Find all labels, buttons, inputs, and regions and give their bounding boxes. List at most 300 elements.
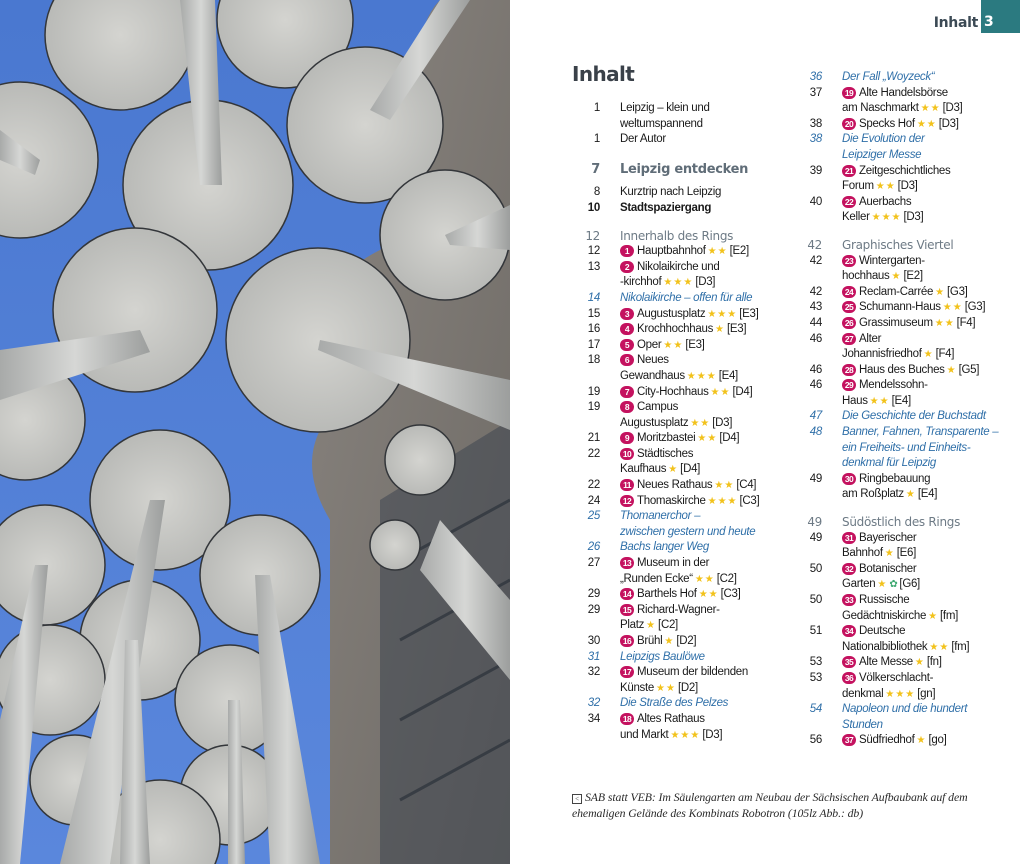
toc-entry[interactable] [572, 665, 792, 681]
toc-entry[interactable] [794, 101, 1014, 117]
map-grid-reference: [C2] [658, 619, 678, 632]
toc-page-number: 29 [587, 603, 600, 616]
toc-entry[interactable] [572, 353, 792, 369]
star-rating-icon: ★★ [714, 480, 735, 492]
toc-page [510, 0, 1020, 864]
toc-entry[interactable] [794, 148, 1014, 164]
map-grid-reference: [D3] [695, 276, 716, 289]
toc-entry[interactable] [794, 593, 1014, 609]
toc-entry-text [842, 671, 1014, 687]
toc-entry-text [620, 260, 792, 276]
toc-entry[interactable] [572, 416, 792, 432]
entry-title: Kaufhaus [620, 463, 667, 476]
toc-page-number: 19 [587, 401, 600, 414]
toc-entry-text [842, 101, 1014, 117]
map-grid-reference: [D3] [942, 102, 963, 115]
toc-page-number [794, 269, 822, 285]
toc-page-number: 31 [587, 650, 600, 663]
page-title: Inhalt [572, 62, 635, 86]
entry-title: Museum der bildenden [637, 666, 748, 679]
map-grid-reference: [G5] [958, 363, 980, 376]
entry-title: Bayerischer [859, 531, 917, 544]
toc-page-number: 40 [809, 195, 822, 208]
toc-entry[interactable] [794, 70, 1014, 86]
entry-title: Botanischer [859, 562, 917, 575]
entry-title: Südfriedhof [859, 734, 915, 747]
toc-entry[interactable] [794, 117, 1014, 133]
entry-title: Nikolaikirche – offen für alle [620, 291, 753, 304]
toc-page-number [572, 681, 600, 697]
toc-entry-text [842, 363, 1014, 379]
toc-entry[interactable] [794, 671, 1014, 687]
entry-title: Bachs langer Weg [620, 541, 709, 554]
toc-page-number: 53 [809, 671, 822, 684]
entry-title: Leipziger Messe [842, 148, 922, 161]
toc-entry-text [842, 164, 1014, 180]
toc-entry-text [842, 285, 1014, 301]
toc-entry[interactable] [572, 650, 792, 666]
toc-entry[interactable] [794, 86, 1014, 102]
toc-page-number [794, 441, 822, 457]
entry-title: am Naschmarkt [842, 102, 919, 115]
entry-title: Der Fall „Woyzeck“ [842, 71, 935, 83]
toc-entry[interactable] [572, 291, 792, 307]
entry-title: Augustusplatz [620, 416, 689, 429]
toc-page-number [794, 148, 822, 164]
poi-number-badge: 29 [842, 379, 856, 391]
entry-title: Auerbachs [859, 195, 912, 208]
toc-entry[interactable] [572, 728, 792, 744]
entry-title: Deutsche [859, 625, 906, 638]
toc-entry[interactable] [572, 400, 792, 416]
toc-entry[interactable] [794, 394, 1014, 410]
entry-title: Zeitgeschichtliches [859, 164, 951, 177]
map-grid-reference: [fn] [926, 656, 942, 669]
toc-entry[interactable] [794, 132, 1014, 148]
entry-title: Graphisches Viertel [842, 237, 954, 252]
toc-page-number: 48 [809, 426, 822, 439]
entry-title: Gewandhaus [620, 369, 685, 382]
map-grid-reference: [F4] [935, 348, 955, 361]
toc-entry-text [842, 394, 1014, 410]
toc-entry-text [620, 681, 792, 697]
toc-entry-text [620, 603, 792, 619]
toc-entry[interactable] [794, 300, 1014, 316]
map-grid-reference: [fm] [940, 609, 958, 622]
map-grid-reference: [C2] [716, 572, 737, 585]
entry-title: Leipzigs Baulöwe [620, 650, 705, 663]
entry-title: Augustusplatz [637, 307, 706, 320]
toc-entry-text [620, 728, 792, 744]
toc-entry-text [620, 494, 792, 510]
toc-section-heading[interactable] [794, 515, 1014, 531]
toc-entry[interactable] [794, 718, 1014, 734]
toc-entry[interactable] [794, 655, 1014, 671]
toc-entry-text [842, 238, 1014, 254]
entry-title: denkmal [842, 687, 884, 700]
toc-entry-text [620, 307, 792, 323]
toc-entry-text [620, 291, 792, 307]
map-grid-reference: [G6] [899, 578, 920, 591]
entry-title: Alte Messe [859, 656, 913, 669]
family-friendly-icon: ✿ [889, 579, 898, 591]
toc-page-number [572, 275, 600, 291]
poi-number-badge: 4 [620, 323, 634, 335]
toc-page-number: 17 [587, 338, 600, 351]
poi-number-badge: 20 [842, 118, 856, 130]
star-rating-icon: ★ [668, 464, 679, 476]
star-rating-icon: ★★ [697, 433, 718, 445]
map-grid-reference: [D3] [702, 728, 723, 741]
toc-page-number: 49 [807, 515, 822, 530]
toc-entry-text [620, 650, 792, 666]
toc-entry[interactable] [572, 244, 792, 260]
star-rating-icon: ★★★ [707, 308, 738, 320]
entry-title: Die Geschichte der Buchstadt [842, 410, 986, 423]
star-rating-icon: ★★★ [707, 495, 738, 507]
toc-entry-text [620, 416, 792, 432]
toc-page-number: 42 [807, 237, 822, 252]
toc-entry[interactable] [794, 733, 1014, 749]
toc-entry[interactable] [572, 132, 792, 148]
toc-entry[interactable] [794, 487, 1014, 503]
toc-page-number: 43 [809, 301, 822, 314]
toc-entry[interactable] [794, 332, 1014, 348]
toc-entry[interactable] [794, 562, 1014, 578]
entry-title: Napoleon und die hundert [842, 703, 968, 716]
star-rating-icon: ★★ [869, 395, 890, 407]
toc-entry[interactable] [572, 556, 792, 572]
toc-entry[interactable] [572, 462, 792, 478]
entry-title: Stadtspaziergang [620, 201, 712, 214]
entry-title: Kurztrip nach Leipzig [620, 186, 722, 199]
toc-section-heading[interactable] [794, 238, 1014, 254]
toc-entry[interactable] [572, 618, 792, 634]
map-grid-reference: [E3] [739, 307, 759, 320]
toc-page-number: 24 [587, 494, 600, 507]
map-grid-reference: [D4] [732, 385, 753, 398]
entry-title: Nationalbibliothek [842, 640, 928, 653]
entry-title: Neues Rathaus [637, 479, 713, 492]
poi-number-badge: 23 [842, 255, 856, 267]
toc-entry[interactable] [794, 546, 1014, 562]
poi-number-badge: 16 [620, 635, 634, 647]
toc-entry[interactable] [794, 195, 1014, 211]
toc-entry[interactable] [572, 587, 792, 603]
toc-entry[interactable] [572, 603, 792, 619]
map-grid-reference: [D2] [677, 681, 698, 694]
map-grid-reference: [E4] [718, 369, 738, 382]
poi-number-badge: 5 [620, 339, 634, 351]
toc-page-number: 49 [809, 531, 822, 544]
entry-title: Schumann-Haus [859, 301, 941, 314]
toc-page-number [794, 718, 822, 734]
star-rating-icon: ★★★ [670, 729, 701, 741]
toc-page-number: 8 [593, 186, 600, 199]
toc-entry[interactable] [794, 640, 1014, 656]
toc-entry[interactable] [572, 185, 792, 201]
caption-text: SAB statt VEB: Im Säulengarten am Neubau der Sächsischen Aufbaubank auf dem ehemaligen Gelände des Kombinats Robotron (105lz Abb.: db) [572, 790, 968, 820]
toc-entry[interactable] [572, 369, 792, 385]
toc-entry-text [842, 655, 1014, 671]
toc-entry[interactable] [794, 425, 1014, 441]
entry-title: Platz [620, 619, 645, 632]
toc-entry-text [620, 275, 792, 291]
toc-page-number: 27 [587, 557, 600, 570]
toc-page-number: 46 [809, 363, 822, 376]
toc-entry-text [620, 201, 792, 217]
toc-page-number: 42 [809, 254, 822, 267]
entry-title: Forum [842, 180, 874, 193]
poi-number-badge: 21 [842, 165, 856, 177]
poi-number-badge: 7 [620, 386, 634, 398]
toc-page-number: 36 [809, 71, 822, 83]
toc-entry[interactable] [794, 624, 1014, 640]
toc-entry[interactable] [794, 577, 1014, 593]
poi-number-badge: 35 [842, 656, 856, 668]
poi-number-badge: 19 [842, 87, 856, 99]
toc-entry[interactable] [794, 456, 1014, 472]
toc-entry[interactable] [794, 269, 1014, 285]
entry-title: Brühl [637, 635, 663, 647]
entry-title: weltumspannend [620, 117, 703, 130]
toc-section-heading[interactable] [572, 229, 792, 245]
toc-entry-text [842, 733, 1014, 749]
toc-entry[interactable] [572, 431, 792, 447]
toc-page-number: 44 [809, 316, 822, 329]
poi-number-badge: 34 [842, 625, 856, 637]
toc-entry[interactable] [572, 385, 792, 401]
toc-entry[interactable] [572, 201, 792, 217]
poi-number-badge: 26 [842, 317, 856, 329]
toc-entry[interactable] [794, 347, 1014, 363]
star-rating-icon: ★★ [942, 302, 963, 314]
toc-entry-text [842, 515, 1014, 531]
star-rating-icon: ★★★ [871, 212, 902, 224]
poi-number-badge: 31 [842, 532, 856, 544]
toc-entry[interactable] [572, 509, 792, 525]
toc-page-number [572, 117, 600, 133]
entry-title: Südöstlich des Rings [842, 515, 961, 530]
toc-entry[interactable] [794, 285, 1014, 301]
toc-entry[interactable] [572, 478, 792, 494]
toc-entry[interactable] [572, 712, 792, 728]
toc-entry-text [620, 229, 792, 245]
toc-entry[interactable] [572, 525, 792, 541]
toc-entry[interactable] [794, 702, 1014, 718]
entry-title: Leipzig – klein und [620, 102, 710, 114]
map-grid-reference: [E4] [917, 488, 938, 501]
toc-entry-text [842, 472, 1014, 488]
entry-title: Thomaskirche [637, 494, 706, 507]
toc-page-number: 16 [587, 323, 600, 336]
map-grid-reference: [F4] [956, 316, 976, 329]
toc-entry[interactable] [794, 441, 1014, 457]
toc-entry-text [842, 195, 1014, 211]
toc-entry-text [620, 400, 792, 416]
toc-entry-text [620, 322, 792, 338]
star-rating-icon: ★★★ [663, 277, 694, 289]
star-rating-icon: ★ [914, 657, 925, 669]
toc-entry[interactable] [572, 117, 792, 133]
star-rating-icon: ★ [928, 610, 939, 622]
toc-entry-text [842, 86, 1014, 102]
toc-entry[interactable] [794, 210, 1014, 226]
toc-page-number [794, 101, 822, 117]
toc-page-number [572, 416, 600, 432]
toc-entry[interactable] [572, 322, 792, 338]
toc-page-number: 29 [587, 588, 600, 601]
toc-entry-text [620, 525, 792, 541]
star-rating-icon: ★ [891, 271, 902, 283]
toc-entry-text [620, 185, 792, 201]
toc-entry-text [842, 593, 1014, 609]
toc-entry-text [620, 618, 792, 634]
toc-entry[interactable] [572, 634, 792, 650]
toc-entry[interactable] [794, 472, 1014, 488]
toc-page-number: 38 [809, 133, 822, 146]
toc-entry-text [620, 665, 792, 681]
poi-number-badge: 17 [620, 666, 634, 678]
toc-entry-text [620, 338, 792, 354]
entry-title: hochhaus [842, 270, 890, 283]
running-head [934, 0, 1020, 33]
entry-title: Neues [637, 354, 669, 367]
toc-entry[interactable] [572, 494, 792, 510]
entry-title: Ringbebauung [859, 472, 931, 485]
toc-page-number: 46 [809, 332, 822, 345]
toc-entry[interactable] [572, 681, 792, 697]
toc-entry[interactable] [794, 164, 1014, 180]
entry-title: Grassimuseum [859, 316, 933, 329]
entry-title: Bahnhof [842, 547, 883, 560]
toc-page-number: 50 [809, 562, 822, 575]
entry-title: Museum in der [637, 557, 710, 570]
toc-page-number: 47 [809, 410, 822, 423]
toc-page-number [572, 462, 600, 478]
poi-number-badge: 36 [842, 672, 856, 684]
toc-entry[interactable] [794, 254, 1014, 270]
toc-entry[interactable] [572, 572, 792, 588]
toc-entry-text [620, 696, 792, 712]
toc-entry[interactable] [794, 363, 1014, 379]
toc-entry-text [620, 132, 792, 148]
map-grid-reference: [E4] [891, 394, 911, 407]
entry-title: Stunden [842, 718, 883, 731]
toc-entry[interactable] [572, 540, 792, 556]
toc-entry[interactable] [794, 378, 1014, 394]
map-grid-reference: [E6] [896, 547, 916, 560]
star-rating-icon: ★★★ [686, 370, 717, 382]
poi-number-badge: 37 [842, 734, 856, 746]
map-grid-reference: [D3] [938, 117, 959, 130]
toc-entry-text [842, 609, 1014, 625]
poi-number-badge: 8 [620, 401, 634, 413]
entry-title: Moritzbastei [637, 432, 696, 445]
page-number-tab: 3 [981, 0, 1020, 33]
star-rating-icon: ★★ [920, 103, 941, 115]
toc-page-number [794, 609, 822, 625]
toc-entry[interactable] [572, 101, 792, 117]
toc-page-number [794, 546, 822, 562]
toc-entry-text [620, 462, 792, 478]
toc-right-column [794, 70, 1014, 749]
entry-title: „Runden Ecke“ [620, 572, 693, 585]
toc-entry-text [842, 624, 1014, 640]
entry-title: Hauptbahnhof [637, 245, 706, 258]
entry-title: Krochhochhaus [637, 323, 714, 336]
map-grid-reference: [C3] [739, 494, 760, 507]
toc-entry[interactable] [794, 609, 1014, 625]
poi-number-badge: 15 [620, 604, 634, 616]
toc-entry[interactable] [794, 316, 1014, 332]
toc-entry-text [842, 456, 1014, 472]
poi-number-badge: 28 [842, 364, 856, 376]
toc-entry-text [842, 70, 1014, 86]
toc-page-number: 1 [593, 102, 600, 114]
poi-number-badge: 27 [842, 333, 856, 345]
toc-entry[interactable] [794, 179, 1014, 195]
poi-number-badge: 30 [842, 473, 856, 485]
toc-entry[interactable] [794, 409, 1014, 425]
map-grid-reference: [D4] [680, 463, 701, 476]
toc-page-number [572, 572, 600, 588]
toc-left-column [572, 101, 792, 743]
entry-title: Leipzig entdecken [620, 161, 749, 177]
toc-entry-text [842, 425, 1014, 441]
entry-title: Der Autor [620, 133, 666, 146]
toc-entry-text [842, 269, 1014, 285]
toc-entry-text [842, 640, 1014, 656]
star-rating-icon: ★★ [929, 641, 950, 653]
toc-entry-text [842, 148, 1014, 164]
toc-entry-text [842, 254, 1014, 270]
toc-entry[interactable] [794, 531, 1014, 547]
star-rating-icon: ★ [905, 489, 916, 501]
toc-page-number: 46 [809, 379, 822, 392]
toc-page-number: 14 [587, 291, 600, 304]
toc-entry-text [620, 478, 792, 494]
star-rating-icon: ★★ [698, 589, 719, 601]
toc-entry[interactable] [572, 447, 792, 463]
toc-entry-text [620, 369, 792, 385]
toc-entry-text [620, 556, 792, 572]
toc-entry-text [620, 634, 792, 650]
toc-entry[interactable] [572, 307, 792, 323]
toc-entry[interactable] [572, 338, 792, 354]
star-rating-icon: ★★ [707, 246, 728, 258]
toc-entry[interactable] [794, 687, 1014, 703]
poi-number-badge: 25 [842, 301, 856, 313]
entry-title: Alte Handelsbörse [859, 86, 948, 99]
toc-entry[interactable] [572, 696, 792, 712]
entry-title: Barthels Hof [637, 588, 697, 601]
toc-page-number: 34 [587, 712, 600, 725]
toc-page-number: 19 [587, 385, 600, 398]
map-grid-reference: [E2] [729, 245, 749, 258]
entry-title: Specks Hof [859, 117, 915, 130]
entry-title: ein Freiheits- und Einheits- [842, 441, 971, 454]
toc-entry-text [620, 117, 792, 133]
toc-page-number: 22 [587, 479, 600, 492]
entry-title: Haus [842, 394, 868, 407]
star-rating-icon: ★★ [875, 181, 896, 193]
toc-entry[interactable] [572, 260, 792, 276]
entry-title: Völkerschlacht- [859, 671, 934, 684]
toc-chapter-heading[interactable] [572, 162, 792, 178]
poi-number-badge: 1 [620, 245, 634, 257]
toc-entry[interactable] [572, 275, 792, 291]
